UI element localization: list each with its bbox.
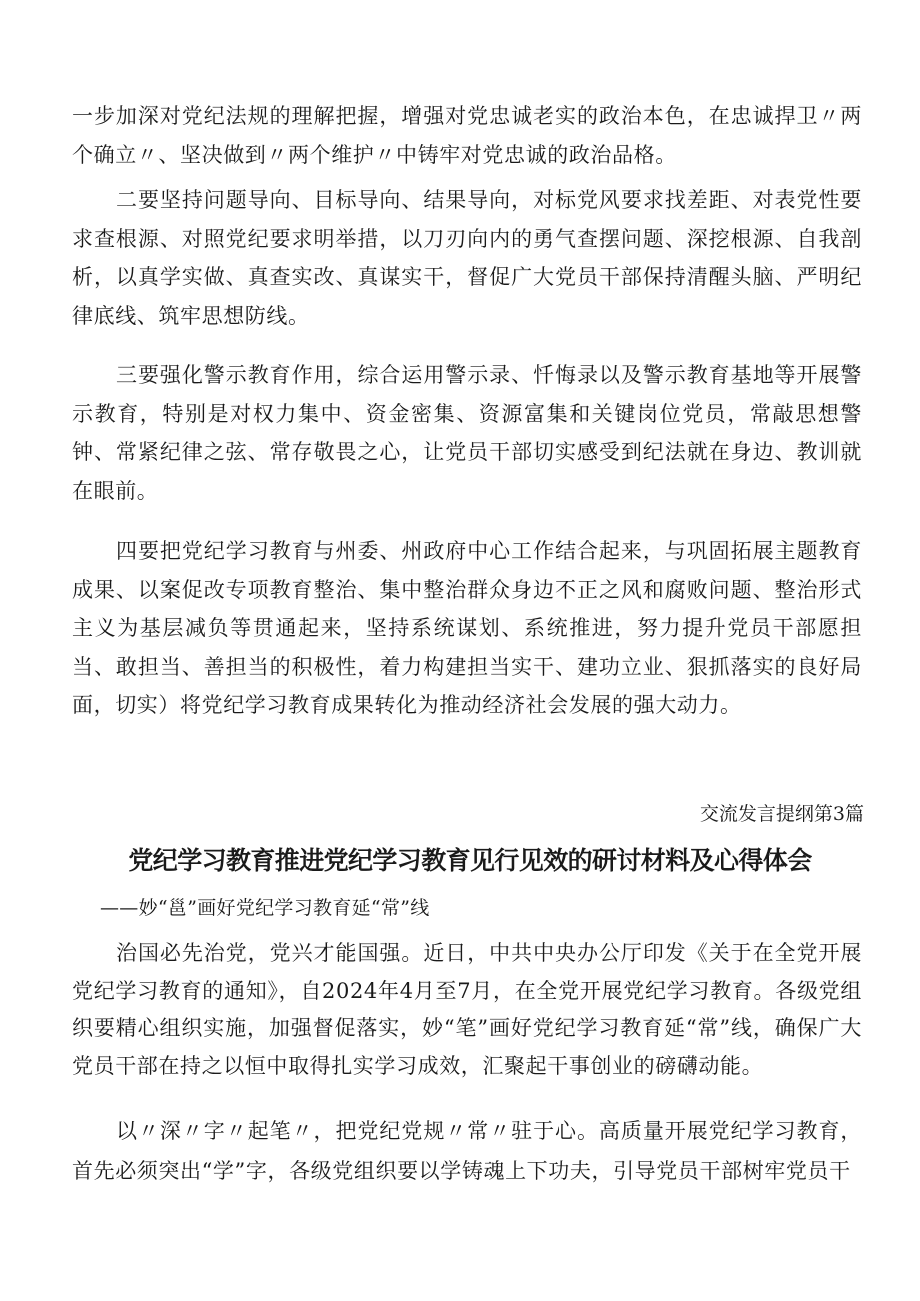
article-title: 党纪学习教育推进党纪学习教育见行见效的研讨材料及心得体会 <box>128 846 812 875</box>
article-subtitle: ——妙“邕”画好党纪学习教育延“常”线 <box>100 897 430 919</box>
paragraph-2: 二要坚持问题导向、目标导向、结果导向，对标党风要求找差距、对表党性要求查根源、对照党纪要求明举措，以刀刃向内的勇气查摆问题、深挖根源、自我剖析，以真学实做、真查实改、真谋实干，督促广大党员干部保持清醒头脑、严明纪律底线、筑牢思想防线。 <box>72 188 862 328</box>
paragraph-5: 治国必先治党，党兴才能国强。近日，中共中央办公厅印发《关于在全党开展党纪学习教育的通知》，自2024年4月至7月，在全党开展党纪学习教育。各级党组织要精心组织实施，加强督促落实，妙“笔”画好党纪学习教育延“常”线，确保广大党员干部在持之以恒中取得扎实学习成效，汇聚起干事创业的磅礴动能。 <box>72 941 862 1078</box>
paragraph-4: 四要把党纪学习教育与州委、州政府中心工作结合起来，与巩固拓展主题教育成果、以案促改专项教育整治、集中整治群众身边不正之风和腐败问题、整治形式主义为基层减负等贯通起来，坚持系统谋划、系统推进，努力提升党员干部愿担当、敢担当、善担当的积极性，着力构建担当实干、建功立业、狠抓落实的良好局面，切实）将党纪学习教育成果转化为推动经济社会发展的强大动力。 <box>72 539 862 717</box>
paragraph-6: 以〃深〃字〃起笔〃，把党纪党规〃常〃驻于心。高质量开展党纪学习教育，首先必须突出“学”字，各级党组织要以学铸魂上下功夫，引导党员干部树牢党员干 <box>72 1119 862 1183</box>
paragraph-3: 三要强化警示教育作用，综合运用警示录、忏悔录以及警示教育基地等开展警示教育，特别是对权力集中、资金密集、资源富集和关键岗位党员，常敲思想警钟、常紧纪律之弦、常存敬畏之心，让党员干部切实感受到纪法就在身边、教训就在眼前。 <box>72 363 862 503</box>
section-label: 交流发言提纲第3篇 <box>699 803 864 825</box>
paragraph-1: 一步加深对党纪法规的理解把握，增强对党忠诚老实的政治本色，在忠诚捍卫〃两个确立〃、坚决做到〃两个维护〃中铸牢对党忠诚的政治品格。 <box>72 104 862 167</box>
